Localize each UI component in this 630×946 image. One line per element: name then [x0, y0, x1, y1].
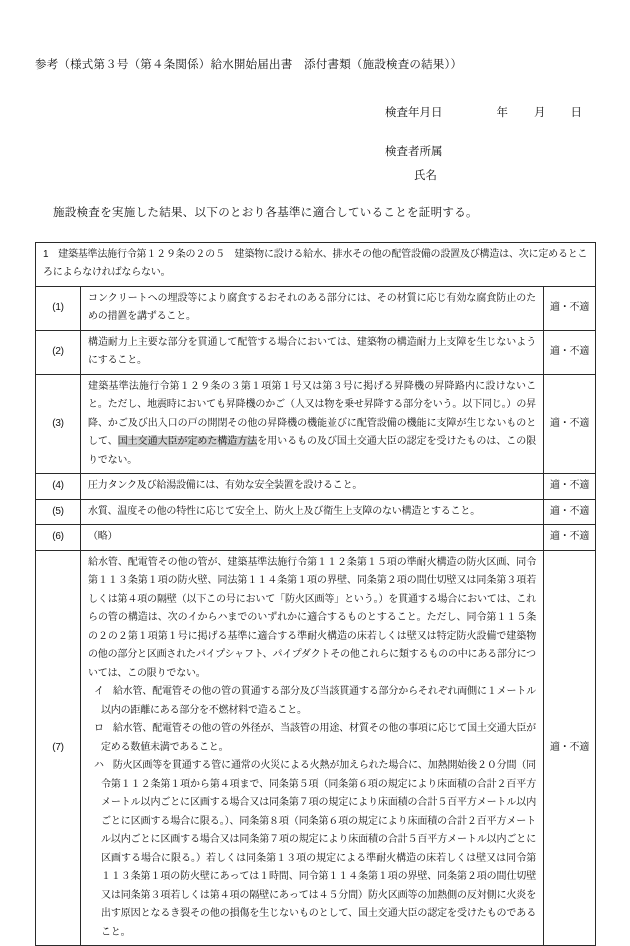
row-number: (3) [36, 374, 81, 474]
inspection-date-label: 検査年月日 [385, 106, 443, 119]
result-options: 適・不適 [544, 474, 596, 500]
highlighted-phrase: 国土交通大臣が定めた構造方法 [117, 436, 258, 448]
day-label: 日 [570, 106, 582, 119]
criterion-text: （略） [81, 525, 544, 551]
sub-item-marker: ハ [94, 760, 104, 772]
criterion-text: 圧力タンク及び給湯設備には、有効な安全装置を設けること。 [81, 474, 544, 500]
sub-item-text: 防火区画等を貫通する管に通常の火災による火熱が加えられた場合に、加熱開始後２０分間（同令第１１２条第１項から第４項まで、同条第５項（同条第６項の規定により床面積の合計２百平方メートル以内ごとに区画する場合又は同条第７項の規定により床面積の合計５百平方メートル以内ごとに区画する場合に限る。）、同条第８項（同条第６項の規定により床面積の合計２百平方メートル以内ごとに区画する場合又は同条第７項の規定により床面積の合計５百平方メートル以内ごとに区画する場合に限る。）若しくは同条第１３項の規定による準耐火構造の床若しくは壁又は同令第１１３条第１項の防火壁にあっては１時間、同令第１１４条第１項の界壁、同条第２項の間仕切壁又は同条第３項若しくは第４項の隔壁にあっては４５分間）防火区画等の加熱側の反対側に火炎を出す原因となるき裂その他の損傷を生じないものとして、国土交通大臣の認定を受けたものであること。 [101, 760, 536, 938]
criterion-text: 構造耐力上主要な部分を貫通して配管する場合においては、建築物の構造耐力上支障を生じないようにすること。 [81, 330, 544, 374]
result-options: 適・不適 [544, 499, 596, 525]
table-row-6 [36, 525, 596, 551]
sub-item-i [94, 683, 536, 720]
certification-statement: 施設検査を実施した結果、以下のとおり各基準に適合していることを証明する。 [53, 206, 478, 219]
criterion-text: 水質、温度その他の特性に応じて安全上、防火上及び衛生上支障のない構造とすること。 [81, 499, 544, 525]
table-row-5 [36, 499, 596, 525]
criterion-text [81, 550, 544, 946]
inspector-affiliation-label: 検査者所属 [385, 145, 443, 158]
row-number: (7) [36, 550, 81, 946]
result-options: 適・不適 [544, 550, 596, 946]
inspector-name-label: 氏名 [414, 169, 437, 182]
criterion-text-before: 建築基準法施行令第１２９条の３第１項第１号又は第３号に掲げる昇降機の昇降路内に設けないこと。ただし、地震時においても昇降機のかご（人又は物を乗せ昇降する部分をいう。以下同じ。）の昇降、かご及び出入口の戸の開閉その他の昇降機の機能並びに配管設備の機能に支障が生じないものとして、 [88, 380, 536, 448]
sub-item-ro [94, 720, 536, 757]
month-label: 月 [534, 106, 546, 119]
row-number: (1) [36, 286, 81, 330]
inspection-date-line [385, 104, 595, 120]
section-heading: 1 建築基準法施行令第１２９条の２の５ 建築物に設ける給水、排水その他の配管設備の設置及び構造は、次に定めるところによらなければならない。 [36, 242, 596, 286]
criterion-intro: 給水管、配電管その他の管が、建築基準法施行令第１１２条第１５項の準耐火構造の防火区画、同令第１１３条第１項の防火壁、同法第１１４条第１項の界壁、同条第２項の間仕切壁又は同条第３項若しくは第４項の隔壁（以下この号において「防火区画等」という。）を貫通する場合においては、これらの管の構造は、次のイからハまでのいずれかに適合するものとすること。ただし、同令第１１５条の２の２第１項第１号に掲げる基準に適合する準耐火構造の床若しくは壁又は特定防火設備で建築物の他の部分と区画されたパイプシャフト、パイプダクトその他これらに類するものの中にある部分については、この限りでない。 [88, 556, 536, 679]
page-title: 参考（様式第３号（第４条関係）給水開始届出書 添付書類（施設検査の結果）） [35, 59, 463, 71]
table-row-3 [36, 374, 596, 474]
criterion-text: コンクリートへの埋設等により腐食するおそれのある部分には、その材質に応じ有効な腐食防止のための措置を講ずること。 [81, 286, 544, 330]
row-number: (4) [36, 474, 81, 500]
result-options: 適・不適 [544, 374, 596, 474]
criterion-text [81, 374, 544, 474]
sub-item-ha [94, 757, 536, 942]
row-number: (2) [36, 330, 81, 374]
table-row-7 [36, 550, 596, 946]
row-number: (5) [36, 499, 81, 525]
sub-item-marker: イ [94, 686, 104, 698]
section-heading-row [36, 242, 596, 286]
inspection-criteria-table [35, 242, 596, 946]
criterion-text-after: を用いるもの及び国土交通大臣の認定を受けたものは、この限りでない。 [88, 436, 537, 466]
table-row-2 [36, 330, 596, 374]
sub-item-marker: ロ [94, 723, 104, 735]
sub-item-text: 給水管、配電管その他の管の外径が、当該管の用途、材質その他の事項に応じて国土交通大臣が定める数値未満であること。 [101, 723, 536, 753]
table-row-1 [36, 286, 596, 330]
sub-item-text: 給水管、配電管その他の管の貫通する部分及び当該貫通する部分からそれぞれ両側に１メートル以内の距離にある部分を不燃材料で造ること。 [101, 686, 536, 716]
table-row-4 [36, 474, 596, 500]
result-options: 適・不適 [544, 286, 596, 330]
year-label: 年 [496, 106, 508, 119]
row-number: (6) [36, 525, 81, 551]
result-options: 適・不適 [544, 330, 596, 374]
result-options: 適・不適 [544, 525, 596, 551]
